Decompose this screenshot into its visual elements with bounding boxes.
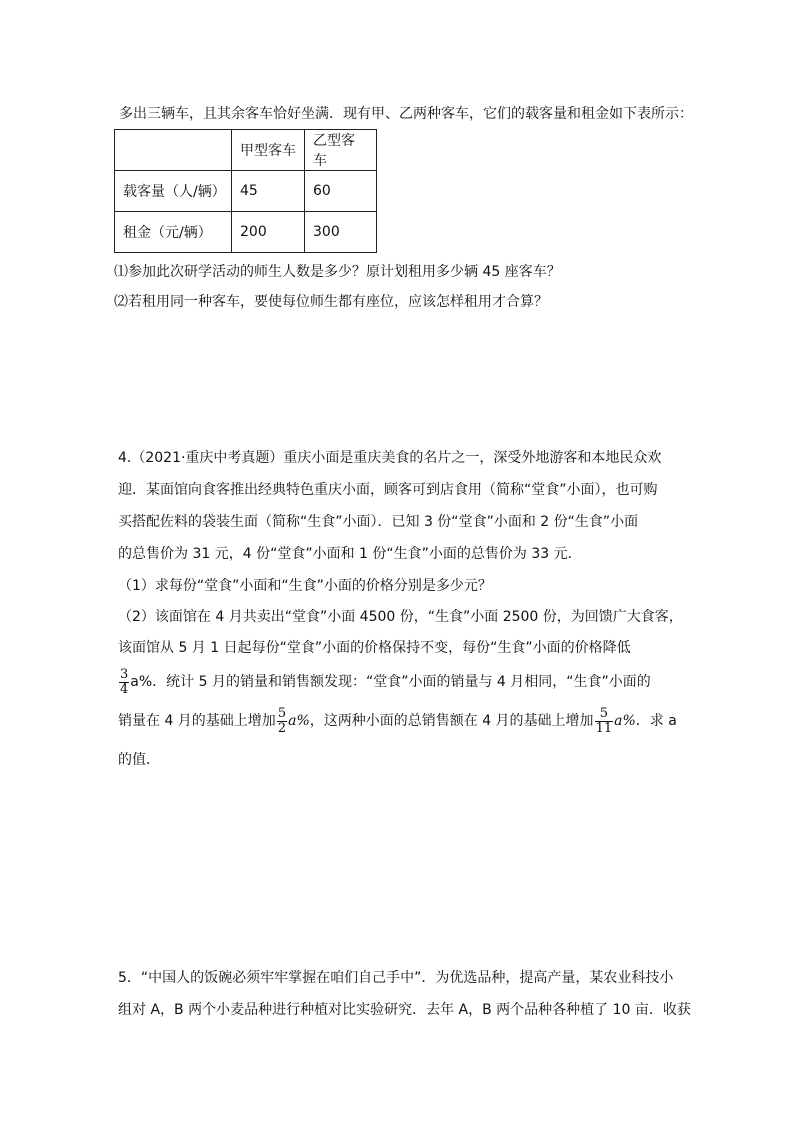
table-cell: 60 xyxy=(305,171,377,212)
q3-intro: 多出三辆车，且其余客车恰好坐满．现有甲、乙两种客车，它们的载客量和租金如下表所示： xyxy=(119,106,693,122)
q4-line-c: 的值． xyxy=(118,752,160,768)
q4-line2: 迎．某面馆向食客推出经典特色重庆小面，顾客可到店食用（简称“堂食”小面），也可购 xyxy=(118,482,658,498)
q4-line-b-mid: ，这两种小面的总销售额在 4 月的基础上增加 xyxy=(309,713,594,729)
fraction-five-elevenths xyxy=(595,707,614,736)
table-header-type-b: 乙型客车 xyxy=(305,130,377,171)
q5-line1: 5．“中国人的饭碗必须牢牢掌握在咱们自己手中”．为优选品种，提高产量，某农业科技小 xyxy=(118,970,674,986)
q3-part2: ⑵若租用同一种客车，要使每位师生都有座位，应该怎样租用才合算？ xyxy=(114,294,548,310)
table-cell: 300 xyxy=(305,212,377,253)
fraction-numerator: 3 xyxy=(120,666,129,682)
table-header-type-a: 甲型客车 xyxy=(232,130,305,171)
fraction-numerator: 5 xyxy=(599,705,608,721)
q4-frac-line xyxy=(118,664,651,700)
q4-line-b-end: ．求 a xyxy=(635,713,677,729)
q4-line3: 买搭配佐料的袋装生面（简称“生食”小面）．已知 3 份“堂食”小面和 2 份“生食”小面 xyxy=(118,514,639,530)
table-row xyxy=(115,130,377,171)
table-cell: 租金（元/辆） xyxy=(115,212,232,253)
fraction-three-quarters xyxy=(119,668,129,697)
q4-part2-line1: （2）该面馆在 4 月共卖出“堂食”小面 4500 份，“生食”小面 2500 份，为回馈广大食客， xyxy=(118,609,683,625)
table-row xyxy=(115,212,377,253)
q5-line2: 组对 A，B 两个小麦品种进行种植对比实验研究．去年 A，B 两个品种各种植了 10 亩．收获 xyxy=(118,1002,691,1018)
variable-a-percent: a% xyxy=(288,713,310,729)
fraction-denominator: 11 xyxy=(595,720,613,736)
q4-part1: （1）求每份“堂食”小面和“生食”小面的价格分别是多少元？ xyxy=(118,578,492,594)
table-row xyxy=(115,171,377,212)
fraction-denominator: 2 xyxy=(277,720,287,736)
fraction-numerator: 5 xyxy=(277,705,287,721)
q3-part1: ⑴参加此次研学活动的师生人数是多少？原计划租用多少辆 45 座客车？ xyxy=(114,264,561,280)
q4-part2-line2: 该面馆从 5 月 1 日起每份“堂食”小面的价格保持不变，每份“生食”小面的价格降低 xyxy=(118,640,631,656)
q4-line-b-before: 销量在 4 月的基础上增加 xyxy=(118,713,276,729)
fraction-denominator: 4 xyxy=(120,681,129,697)
q4-frac1-after: a%．统计 5 月的销量和销售额发现：“堂食”小面的销量与 4 月相同，“生食”小面的 xyxy=(130,674,651,690)
q4-line4: 的总售价为 31 元，4 份“堂食”小面和 1 份“生食”小面的总售价为 33 元． xyxy=(118,546,582,562)
table-cell: 200 xyxy=(232,212,305,253)
rent-table xyxy=(114,129,377,253)
table-cell xyxy=(115,130,232,171)
table-cell: 45 xyxy=(232,171,305,212)
q4-line1: 4.（2021·重庆中考真题）重庆小面是重庆美食的名片之一，深受外地游客和本地民众欢 xyxy=(118,450,662,466)
fraction-five-halves xyxy=(277,707,287,736)
table-cell: 载客量（人/辆） xyxy=(115,171,232,212)
q4-increase-line xyxy=(118,703,677,739)
variable-a-percent: a% xyxy=(614,713,636,729)
